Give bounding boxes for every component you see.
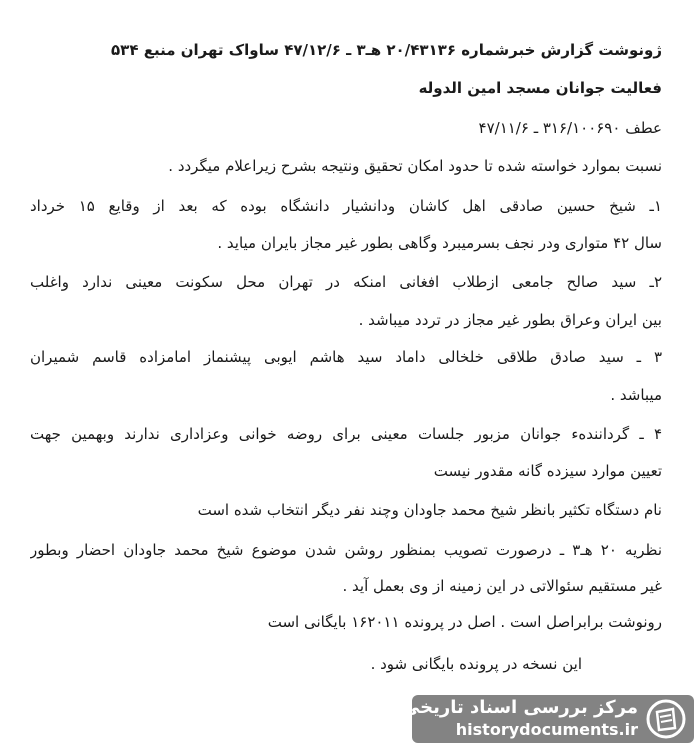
item-1-line-2: سال ۴۲ متواری ودر نجف بسرمیبرد وگاهی بطور غیر مجاز بایران میاید . (217, 234, 662, 252)
item-3-line-2: میباشد . (610, 386, 662, 404)
document-subject: فعالیت جوانان مسجد امین الدوله (418, 79, 662, 97)
item-4-line-2: تعیین موارد سیزده گانه مقدور نیست (433, 462, 662, 480)
document-note: نام دستگاه تکثیر بانظر شیخ محمد جاودان وچند نفر دیگر انتخاب شده است (197, 501, 662, 519)
opinion-line-1: نظریه ۲۰ هـ۳ ـ درصورت تصویب بمنظور روشن شدن موضوع شیخ محمد جاودان احضار وبطور (30, 541, 662, 559)
item-2-line-2: بین ایران وعراق بطور غیر مجاز در تردد میباشد . (358, 311, 662, 329)
archive-logo-icon (646, 699, 686, 739)
item-4-line-1: ۴ ـ گردانندهء جوانان مزبور جلسات معینی برای روضه خوانی وعزاداری ندارند وبهمین جهت (30, 425, 662, 443)
item-3-line-1: ۳ ـ سید صادق طلاقی خلخالی داماد سید هاشم ایوبی پیشنماز امامزاده قاسم شمیران (30, 348, 662, 366)
opinion-line-2: غیر مستقیم سئوالاتی در این زمینه از وی بعمل آید . (342, 577, 662, 595)
document-reference: عطف ۳۱۶/۱۰۰۶۹۰ ـ ۴۷/۱۱/۶ (478, 119, 662, 137)
item-1-line-1: ۱ـ شیخ حسین صادقی اهل کاشان ودانشیار دانشگاه بوده که بعد از وقایع ۱۵ خرداد (30, 197, 662, 215)
watermark-title: مرکز بررسی اسناد تاریخی (401, 697, 638, 718)
watermark-url: historydocuments.ir (455, 720, 638, 739)
copy-note: رونوشت برابراصل است . اصل در پرونده ۱۶۲۰۱۱ بایگانی است (267, 613, 662, 631)
item-2-line-1: ۲ـ سید صالح جامعی ازطلاب افغانی امنکه در تهران محل سکونت معینی ندارد واغلب (30, 273, 662, 291)
document-footer: این نسخه در پرونده بایگانی شود . (370, 655, 582, 673)
watermark-banner (401, 695, 694, 743)
document-intro: نسبت بموارد خواسته شده تا حدود امکان تحقیق ونتیجه بشرح زیراعلام میگردد . (168, 157, 662, 175)
document-header: ژونوشت گزارش خبرشماره ۲۰/۴۳۱۳۶ هـ۳ ـ ۴۷/۱۲/۶ ساواک تهران منبع ۵۳۴ (111, 41, 662, 59)
